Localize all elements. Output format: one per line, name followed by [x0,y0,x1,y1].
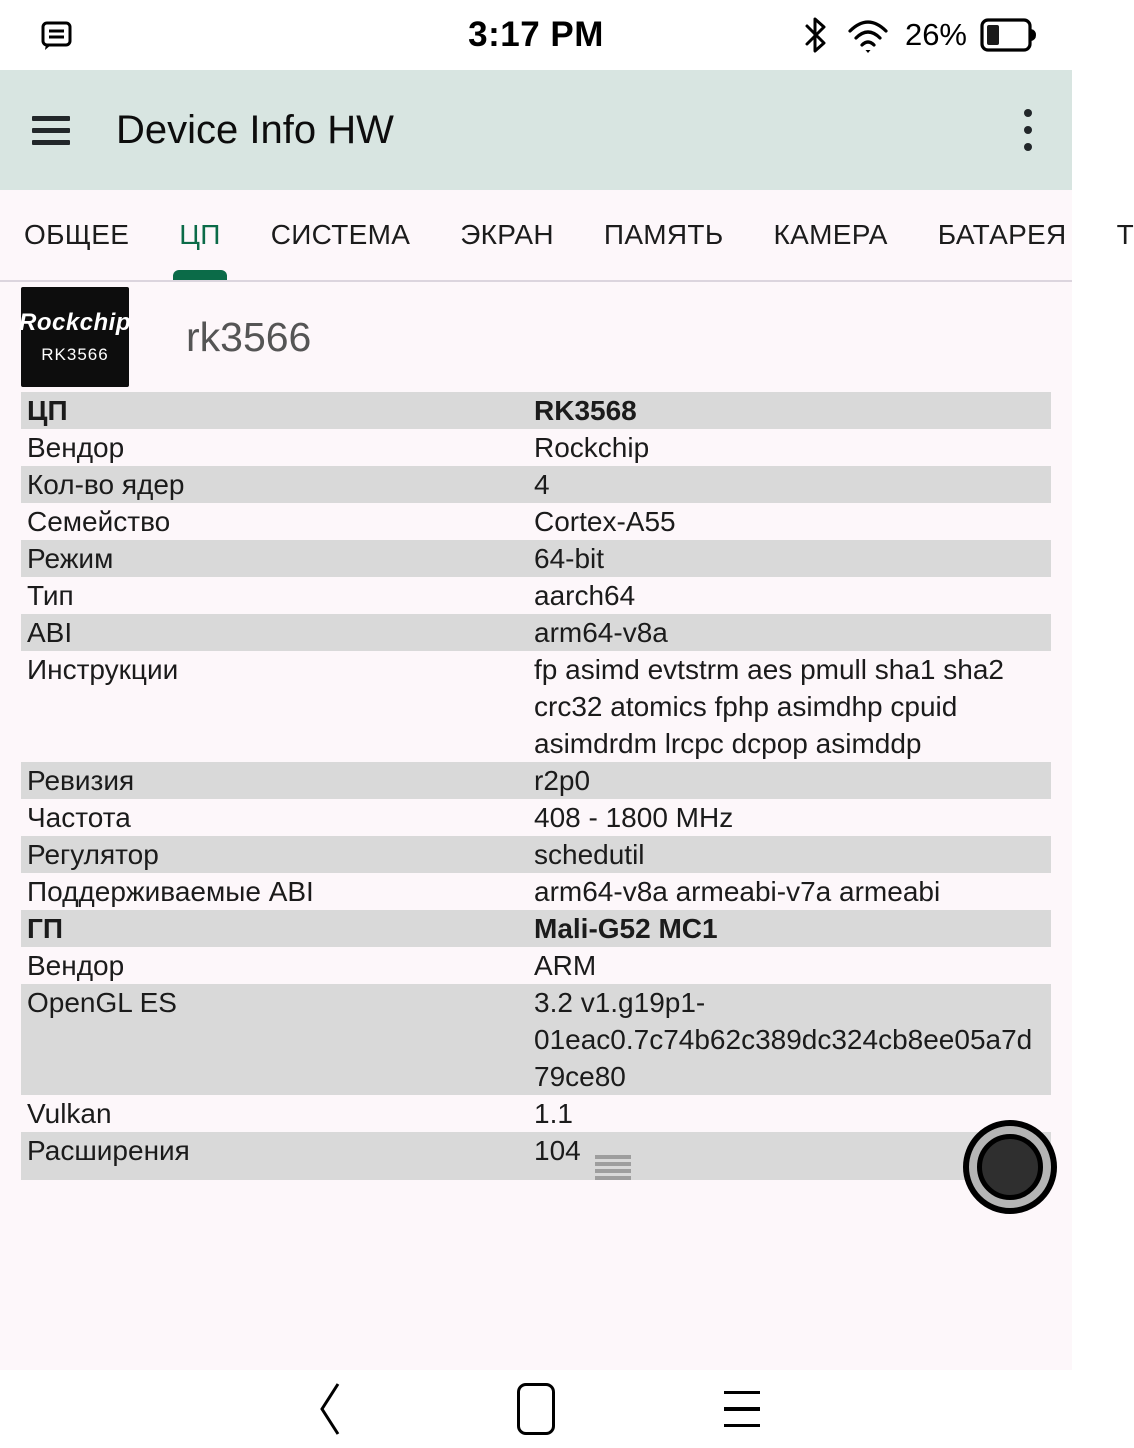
battery-icon [980,16,1038,54]
bluetooth-icon [801,13,831,57]
row-value [534,1095,1051,1132]
soc-name: rk3566 [186,313,312,360]
home-icon [517,1383,555,1435]
row-value-text: RK3568 [534,395,637,426]
row-value-text: 1.1 [534,1098,573,1129]
rockchip-logo [18,287,132,387]
app-title: Device Info HW [116,107,394,152]
chip-logo-brand: Rockchip [18,309,132,336]
row-value-text: ARM [534,950,597,981]
row-value [534,392,1051,429]
table-row [21,466,1051,503]
navigation-bar [0,1370,1072,1448]
chip-logo-model: RK3566 [41,345,109,364]
row-value [534,836,1051,873]
table-row [21,503,1051,540]
row-label: Ревизия [27,765,135,796]
row-value-text: 64-bit [534,543,605,574]
record-fab-button[interactable] [963,1120,1057,1214]
table-row [21,984,1051,1095]
row-label: Семейство [27,506,171,537]
row-value [534,614,1051,651]
expand-list-icon[interactable] [595,1155,631,1180]
row-label: Регулятор [27,839,159,870]
table-row [21,540,1051,577]
table-row [21,836,1051,873]
tab-1[interactable]: ЦП [179,190,220,280]
table-row [21,1095,1051,1132]
row-value-text: 4 [534,469,550,500]
row-label: Инструкции [27,654,179,685]
row-value [534,577,1051,614]
table-row [21,1132,1051,1180]
row-label: ABI [27,617,73,648]
row-value-text: Cortex-A55 [534,506,676,537]
row-value [534,799,1051,836]
row-value-text: r2p0 [534,765,591,796]
status-bar [0,0,1072,70]
row-label: Режим [27,543,114,574]
app-bar [0,70,1072,190]
device-header [0,282,1072,392]
row-value [534,466,1051,503]
table-section-header [21,392,1051,429]
wifi-icon [844,15,892,55]
back-icon [315,1381,345,1437]
row-value-text: arm64-v8a armeabi-v7a armeabi [534,876,941,907]
row-value-text: arm64-v8a [534,617,668,648]
row-value [534,910,1051,947]
row-value-text: fp asimd evtstrm aes pmull sha1 sha2 crc32 atomics fphp asimdhp cpuid asimdrdm lrcpc dcpop asimddp [534,654,1004,759]
back-button[interactable] [302,1374,358,1444]
row-value [534,503,1051,540]
tab-0[interactable]: ОБЩЕЕ [24,219,130,250]
row-value-text: 104 [534,1135,581,1166]
row-label: Вендор [27,432,125,463]
table-row [21,614,1051,651]
home-button[interactable] [508,1374,564,1444]
table-row [21,429,1051,466]
table-row [21,947,1051,984]
row-label: Расширения [27,1135,190,1166]
row-value [534,984,1051,1095]
battery-percent: 26% [904,17,967,52]
row-value [534,762,1051,799]
row-value-text: Mali-G52 MC1 [534,913,718,944]
row-label: Vulkan [27,1098,112,1129]
table-row [21,762,1051,799]
row-value-text: Rockchip [534,432,650,463]
row-label: Вендор [27,950,125,981]
message-notification-icon [36,15,76,55]
row-label: Тип [27,580,74,611]
row-value [534,947,1051,984]
status-time: 3:17 PM [468,15,604,54]
tab-6[interactable]: БАТАРЕЯ [937,219,1067,250]
row-value [534,540,1051,577]
recents-icon [724,1391,760,1428]
row-value-text: 408 - 1800 MHz [534,802,734,833]
table-row [21,873,1051,910]
table-row [21,577,1051,614]
tab-3[interactable]: ЭКРАН [460,219,554,250]
info-table [21,392,1051,1180]
table-row [21,799,1051,836]
row-label: Поддерживаемые ABI [27,876,314,907]
row-value-text: aarch64 [534,580,636,611]
row-label: ЦП [27,395,68,426]
row-value-text: schedutil [534,839,645,870]
row-value [534,429,1051,466]
tab-7[interactable]: Т [1116,219,1134,250]
row-label: Частота [27,802,131,833]
table-section-header [21,910,1051,947]
row-label: ГП [27,913,63,944]
menu-icon[interactable] [30,110,72,151]
table-row [21,651,1051,762]
overflow-menu-icon[interactable] [1014,101,1042,159]
recents-button[interactable] [714,1374,770,1444]
row-value-text: 3.2 v1.g19p1-01eac0.7c74b62c389dc324cb8ee05a7d79ce80 [534,987,1033,1092]
tab-5[interactable]: КАМЕРА [773,219,888,250]
row-label: OpenGL ES [27,987,177,1018]
row-value [534,651,1051,762]
tab-bar [0,190,1134,282]
tab-2[interactable]: СИСТЕМА [270,219,411,250]
row-label: Кол-во ядер [27,469,185,500]
row-value [534,873,1051,910]
status-right-cluster [801,13,1038,57]
record-icon [977,1134,1043,1200]
tab-4[interactable]: ПАМЯТЬ [603,219,724,250]
